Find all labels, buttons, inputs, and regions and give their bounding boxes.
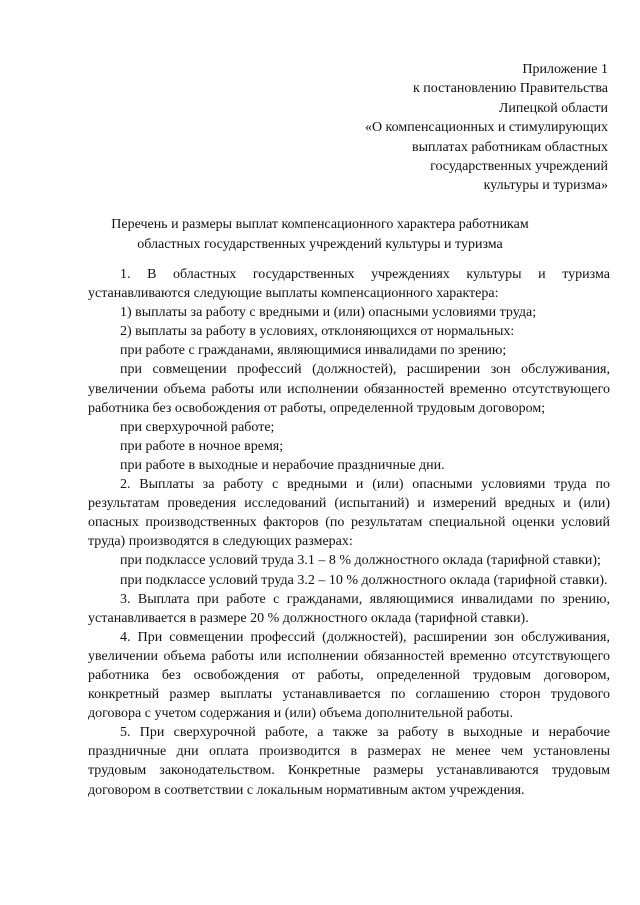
paragraph: 1. В областных государственных учреждениях культуры и туризма устанавливаются следующие выплаты компенсационного характера: xyxy=(88,267,610,302)
paragraph: 1) выплаты за работу с вредными и (или) опасными условиями труда; xyxy=(120,305,537,321)
annex-line: Липецкой области xyxy=(498,100,608,116)
paragraph: при работе с гражданами, являющимися инвалидами по зрению; xyxy=(120,343,507,359)
paragraph: 2) выплаты за работу в условиях, отклоняющихся от нормальных: xyxy=(120,324,515,340)
annex-line: государственных учреждений xyxy=(430,159,608,175)
paragraph: при подклассе условий труда 3.1 – 8 % должностного оклада (тарифной ставки); xyxy=(120,553,601,569)
annex-line: к постановлению Правительства xyxy=(412,81,608,97)
paragraph: 2. Выплаты за работу с вредными и (или) опасными условиями труда по результатам проведения исследований (испытаний) и измерений вредных и (или) опасных производственных факторов (по результатам специальной оценки условий труда) производятся в следующих размерах: xyxy=(88,477,610,550)
annex-line: «О компенсационных и стимулирующих xyxy=(364,120,608,136)
paragraph: при сверхурочной работе; xyxy=(120,419,275,435)
annex-line: Приложение 1 xyxy=(522,62,608,77)
paragraph: 5. При сверхурочной работе, а также за работу в выходные и нерабочие праздничные дни оплата производится в размерах не менее чем установлены трудовым законодательством. Конкретные размеры устанавливаются трудовым договором в соответствии с локальным нормативным актом учреждения. xyxy=(88,725,610,798)
paragraph: при работе в ночное время; xyxy=(120,438,284,454)
document-body xyxy=(88,265,610,800)
paragraph: при совмещении профессий (должностей), расширении зон обслуживания, увеличении объема работы или исполнении обязанностей временно отсутствующего работника без освобождения от работы, определенной трудовым договором; xyxy=(88,362,610,416)
paragraph: при подклассе условий труда 3.2 – 10 % должностного оклада (тарифной ставки). xyxy=(120,572,608,588)
annex-line: культуры и туризма» xyxy=(483,178,608,194)
paragraph: 3. Выплата при работе с гражданами, являющимися инвалидами по зрению, устанавливается в размере 20 % должностного оклада (тарифной ставки). xyxy=(88,591,610,626)
title-line: областных государственных учреждений культуры и туризма xyxy=(137,236,503,252)
annex-line: выплатах работникам областных xyxy=(412,139,608,155)
paragraph: 4. При совмещении профессий (должностей), расширении зон обслуживания, увеличении объема работы или исполнении обязанностей временно отсутствующего работника без освобождения от работы, определенной трудовым договором, конкретный размер выплаты устанавливается по соглашению сторон трудового договора с учетом содержания и (или) объема дополнительной работы. xyxy=(88,629,610,722)
paragraph: при работе в выходные и нерабочие праздничные дни. xyxy=(120,457,445,473)
document-title xyxy=(60,215,580,254)
annex-header xyxy=(278,60,608,196)
title-line: Перечень и размеры выплат компенсационного характера работникам xyxy=(111,217,529,232)
